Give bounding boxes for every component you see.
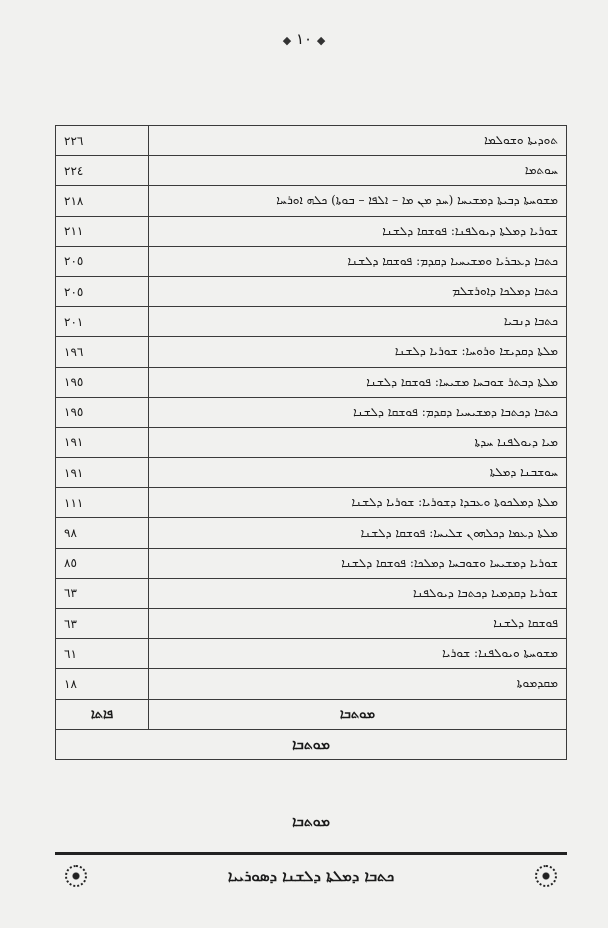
entry-page: ٢٠١ — [56, 307, 149, 337]
entry-page: ١٨ — [56, 669, 149, 699]
table-row — [56, 427, 567, 457]
table-row — [56, 276, 567, 306]
entry-title: ܫܘܪܝܐ ܕܡܫܝܚܐ ܘܫܘܒܚܐ ܕܡܠܟܐ: ܦܘܫܩܐ ܕܠܫܢܐ — [149, 548, 567, 578]
table-row — [56, 156, 567, 186]
entry-title: ܟܬܒܐ ܕܡܠܟܐ ܕܐܘܪܫܠܡ — [149, 276, 567, 306]
entry-page: ٢٠٥ — [56, 276, 149, 306]
entry-title: ܡܠܬܐ ܕܥܡܐ ܕܟܠܗܘܢ ܫܠܝܚܐ: ܦܘܫܩܐ ܕܠܫܢܐ — [149, 518, 567, 548]
entry-page: ٢١١ — [56, 216, 149, 246]
ornament-icon: ◆ — [316, 34, 326, 47]
entry-page: ٩٨ — [56, 518, 149, 548]
table-row — [56, 337, 567, 367]
header-page: ܦܐܬܐ — [56, 699, 149, 729]
rosette-icon — [535, 865, 557, 887]
entry-page: ١٩٦ — [56, 337, 149, 367]
entry-title: ܦܘܫܩܐ ܕܠܫܢܐ — [149, 609, 567, 639]
contents-table — [55, 125, 567, 730]
entry-page: ١٩٥ — [56, 367, 149, 397]
page-number-header — [0, 30, 608, 48]
table-row — [56, 488, 567, 518]
table-row — [56, 186, 567, 216]
entry-page: ٦١ — [56, 639, 149, 669]
entry-title: ܡܫܘܚܬܐ ܕܒܝܬܐ ܕܡܫܝܚܐ (ܚܕ ܡܢ ܡܐ – ܐܠܦܐ – ܒܘܬܐ) ܟܠܗ ܐܘܪܚܐ — [149, 186, 567, 216]
entry-page: ٢٠٥ — [56, 246, 149, 276]
footer-rule — [55, 852, 567, 855]
entry-title: ܚܘܬܡܐ — [149, 156, 567, 186]
entry-page: ١٩١ — [56, 427, 149, 457]
footer — [55, 860, 567, 892]
table-row — [56, 307, 567, 337]
footer-title: ܟܬܒܐ ܕܡܠܬܐ ܕܠܫܢܐ ܕܣܘܪܝܝܐ — [227, 867, 395, 885]
ornament-icon: ◆ — [282, 34, 292, 47]
entry-title: ܡܠܬܐ ܕܡܠܟܘܬܐ ܘܥܒܕܐ ܕܫܘܪܝܐ: ܫܘܪܝܐ ܕܠܫܢܐ — [149, 488, 567, 518]
entry-page: ٨٥ — [56, 548, 149, 578]
entry-page: ٦٣ — [56, 609, 149, 639]
table-header-row — [56, 699, 567, 729]
entry-title: ܬܘܕܝܬܐ ܘܫܘܠܡܐ — [149, 126, 567, 156]
entry-page: ٢١٨ — [56, 186, 149, 216]
entry-title: ܫܘܪܝܐ ܕܩܕܡܝܐ ܕܟܬܒܐ ܕܝܘܠܦܢܐ — [149, 578, 567, 608]
table-row — [56, 397, 567, 427]
entry-title: ܡܝܐ ܕܝܘܠܦܢܐ ܚܕܬܐ — [149, 427, 567, 457]
entry-title: ܟܬܒܐ ܕܥܒܪܝܐ ܘܡܫܝܚܝܐ ܕܩܕܡ: ܦܘܫܩܐ ܕܠܫܢܐ — [149, 246, 567, 276]
page-number: ١٠ — [295, 30, 313, 48]
table-row — [56, 367, 567, 397]
entry-title: ܚܘܫܒܢܐ ܕܡܠܬܐ — [149, 458, 567, 488]
entry-page: ٢٢٤ — [56, 156, 149, 186]
table-row — [56, 246, 567, 276]
entry-page: ٦٣ — [56, 578, 149, 608]
section-heading: ܡܘܬܒܐ — [292, 814, 330, 830]
entry-title: ܟܬܒܐ ܕܟܬܒܐ ܕܡܫܝܚܝܐ ܕܩܕܡ: ܦܘܫܩܐ ܕܠܫܢܐ — [149, 397, 567, 427]
section-heading-boxed: ܡܘܬܒܐ — [55, 730, 567, 760]
table-row — [56, 126, 567, 156]
table-row — [56, 518, 567, 548]
entry-title: ܡܠܬܐ ܕܩܕܝܫܐ ܘܪܘܚܐ: ܫܘܪܝܐ ܕܠܫܢܐ — [149, 337, 567, 367]
table-row — [56, 639, 567, 669]
entry-title: ܡܫܘܚܬܐ ܘܝܘܠܦܢܐ: ܫܘܪܝܐ — [149, 639, 567, 669]
header-title: ܡܘܬܒܐ — [149, 699, 567, 729]
table-row — [56, 669, 567, 699]
table-row — [56, 609, 567, 639]
rosette-icon — [65, 865, 87, 887]
entry-page: ٢٢٦ — [56, 126, 149, 156]
entry-page: ١٩١ — [56, 458, 149, 488]
table-row — [56, 548, 567, 578]
entry-title: ܟܬܒܐ ܕܢܒܝܐ — [149, 307, 567, 337]
table-row — [56, 216, 567, 246]
table-row — [56, 458, 567, 488]
entry-title: ܡܩܕܡܘܬܐ — [149, 669, 567, 699]
entry-page: ١١١ — [56, 488, 149, 518]
table-row — [56, 578, 567, 608]
entry-title: ܡܠܬܐ ܕܒܬܪ ܫܘܒܚܐ ܡܫܝܚܐ: ܦܘܫܩܐ ܕܠܫܢܐ — [149, 367, 567, 397]
entry-title: ܫܘܪܝܐ ܕܡܠܬܐ ܕܝܘܠܦܢܐ: ܦܘܫܩܐ ܕܠܫܢܐ — [149, 216, 567, 246]
entry-page: ١٩٥ — [56, 397, 149, 427]
